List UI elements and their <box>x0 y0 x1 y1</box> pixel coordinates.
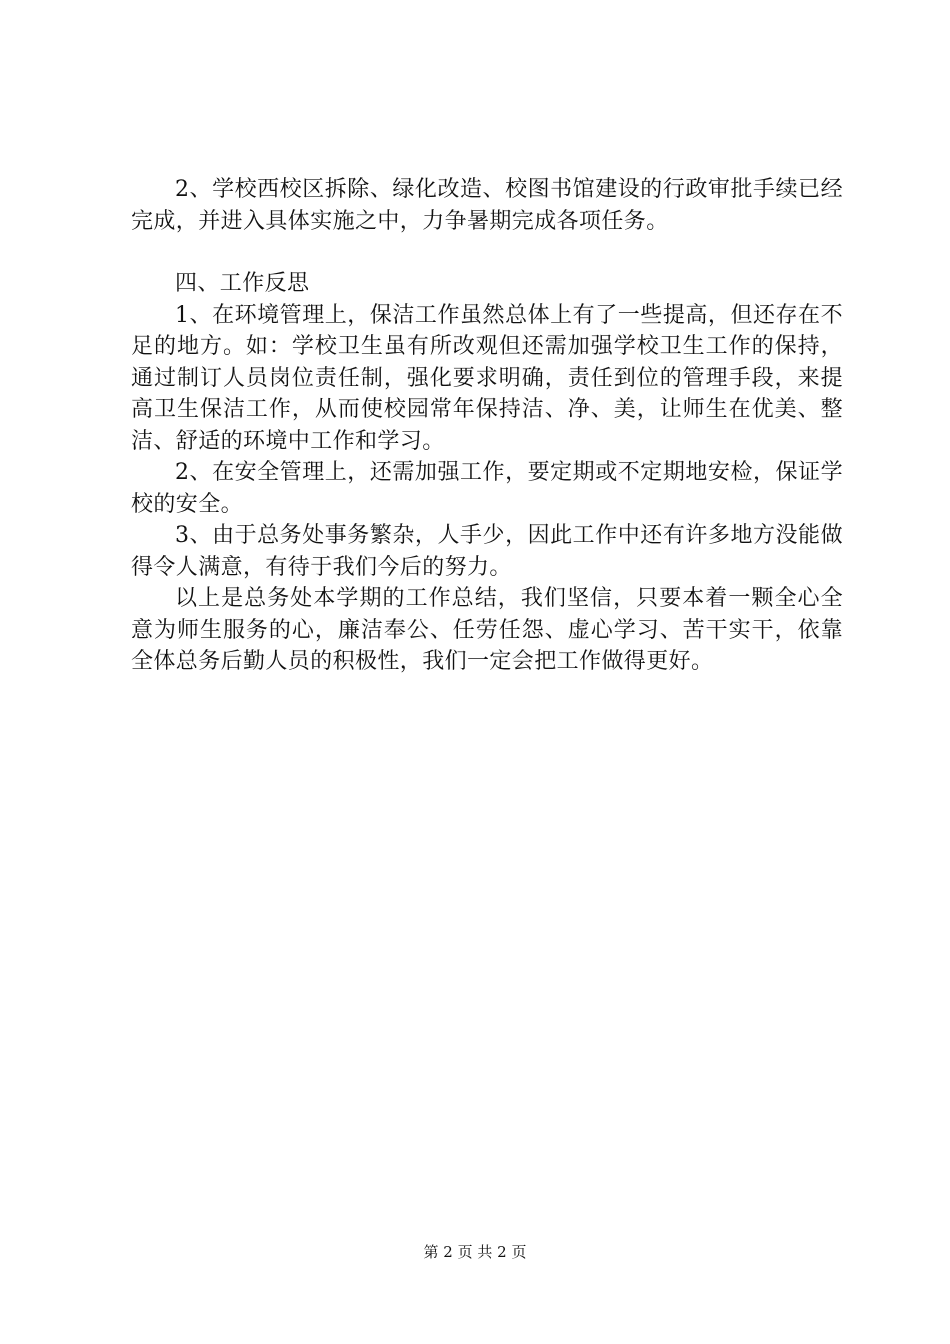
paragraph-staffing: 3、由于总务处事务繁杂，人手少，因此工作中还有许多地方没能做得令人满意，有待于我们今后的努力。 <box>131 523 843 580</box>
document-body <box>131 174 843 678</box>
paragraph-conclusion: 以上是总务处本学期的工作总结，我们坚信，只要本着一颗全心全意为师生服务的心，廉洁奉公、任劳任怨、虚心学习、苦干实干，依靠全体总务后勤人员的积极性，我们一定会把工作做得更好。 <box>131 586 843 674</box>
page-footer: 第 2 页 共 2 页 <box>423 1243 527 1261</box>
paragraph-safety-management: 2、在安全管理上，还需加强工作，要定期或不定期地安检，保证学校的安全。 <box>131 460 843 517</box>
paragraph-admin-approval: 2、学校西校区拆除、绿化改造、校图书馆建设的行政审批手续已经完成，并进入具体实施之中，力争暑期完成各项任务。 <box>131 177 843 234</box>
section-heading-reflection: 四、工作反思 <box>175 271 310 296</box>
paragraph-environment-management: 1、在环境管理上，保洁工作虽然总体上有了一些提高，但还存在不足的地方。如：学校卫生虽有所改观但还需加强学校卫生工作的保持，通过制订人员岗位责任制，强化要求明确，责任到位的管理手段，来提高卫生保洁工作，从而使校园常年保持洁、净、美，让师生在优美、整洁、舒适的环境中工作和学习。 <box>131 302 843 454</box>
paragraph-gap <box>131 237 843 268</box>
